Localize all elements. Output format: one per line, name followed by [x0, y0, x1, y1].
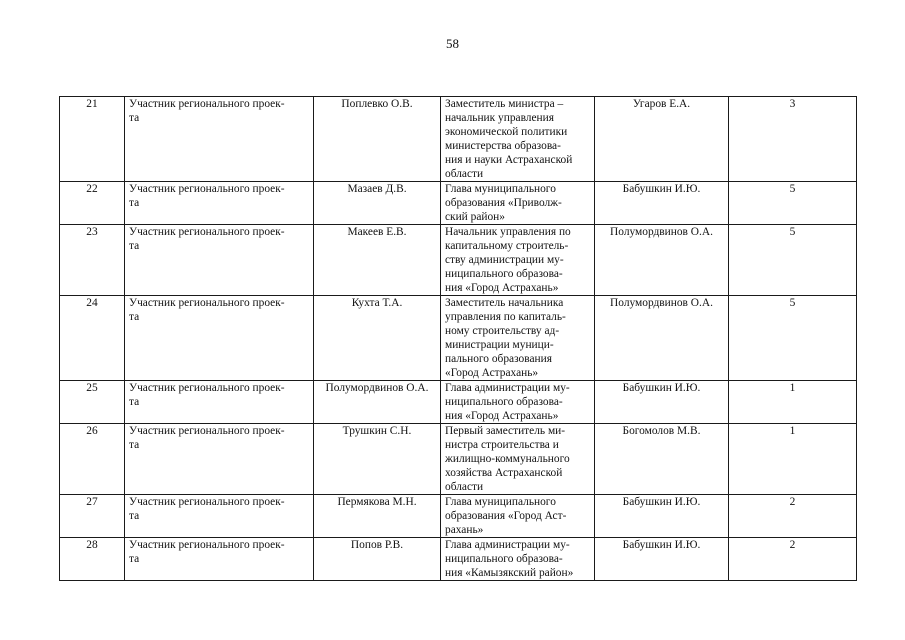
position-cell: Заместитель начальника управления по капиталь- ному строительству ад- министрации муници- пального образования «Город Астрахань»: [441, 296, 595, 381]
position-cell: Глава администрации му- ниципального образова- ния «Город Астрахань»: [441, 381, 595, 424]
position-cell: Начальник управления по капитальному строитель- ству администрации му- ниципального образова- ния «Город Астрахань»: [441, 225, 595, 296]
row-number-cell: 28: [60, 538, 125, 581]
role-cell: Участник регионального проек- та: [125, 97, 314, 182]
value-cell: 3: [729, 97, 857, 182]
value-cell: 1: [729, 381, 857, 424]
supervisor-cell: Полумордвинов О.А.: [595, 296, 729, 381]
row-number-cell: 26: [60, 424, 125, 495]
role-cell: Участник регионального проек- та: [125, 424, 314, 495]
supervisor-cell: Бабушкин И.Ю.: [595, 495, 729, 538]
role-cell: Участник регионального проек- та: [125, 538, 314, 581]
value-cell: 5: [729, 182, 857, 225]
value-cell: 1: [729, 424, 857, 495]
table-row: [60, 225, 857, 296]
position-cell: Заместитель министра – начальник управления экономической политики министерства образова- ния и науки Астраханской области: [441, 97, 595, 182]
person-name-cell: Трушкин С.Н.: [314, 424, 441, 495]
table-row: [60, 424, 857, 495]
position-cell: Глава администрации му- ниципального образова- ния «Камызякский район»: [441, 538, 595, 581]
position-cell: Глава муниципального образования «Город Аст- рахань»: [441, 495, 595, 538]
row-number-cell: 23: [60, 225, 125, 296]
supervisor-cell: Угаров Е.А.: [595, 97, 729, 182]
row-number-cell: 25: [60, 381, 125, 424]
value-cell: 5: [729, 225, 857, 296]
person-name-cell: Мазаев Д.В.: [314, 182, 441, 225]
row-number-cell: 27: [60, 495, 125, 538]
supervisor-cell: Полумордвинов О.А.: [595, 225, 729, 296]
table-row: [60, 381, 857, 424]
table-body: [60, 97, 857, 581]
row-number-cell: 24: [60, 296, 125, 381]
table-row: [60, 296, 857, 381]
value-cell: 5: [729, 296, 857, 381]
person-name-cell: Пермякова М.Н.: [314, 495, 441, 538]
person-name-cell: Полумордвинов О.А.: [314, 381, 441, 424]
person-name-cell: Кухта Т.А.: [314, 296, 441, 381]
person-name-cell: Поплевко О.В.: [314, 97, 441, 182]
supervisor-cell: Бабушкин И.Ю.: [595, 182, 729, 225]
table-row: [60, 538, 857, 581]
value-cell: 2: [729, 538, 857, 581]
table-row: [60, 97, 857, 182]
table-row: [60, 182, 857, 225]
role-cell: Участник регионального проек- та: [125, 225, 314, 296]
row-number-cell: 22: [60, 182, 125, 225]
person-name-cell: Попов Р.В.: [314, 538, 441, 581]
project-participants-table: [59, 96, 857, 581]
role-cell: Участник регионального проек- та: [125, 381, 314, 424]
person-name-cell: Макеев Е.В.: [314, 225, 441, 296]
supervisor-cell: Бабушкин И.Ю.: [595, 538, 729, 581]
row-number-cell: 21: [60, 97, 125, 182]
position-cell: Первый заместитель ми- нистра строительства и жилищно-коммунального хозяйства Астраханской области: [441, 424, 595, 495]
supervisor-cell: Богомолов М.В.: [595, 424, 729, 495]
page-number: 58: [446, 36, 459, 51]
role-cell: Участник регионального проек- та: [125, 495, 314, 538]
role-cell: Участник регионального проек- та: [125, 296, 314, 381]
table-row: [60, 495, 857, 538]
supervisor-cell: Бабушкин И.Ю.: [595, 381, 729, 424]
value-cell: 2: [729, 495, 857, 538]
role-cell: Участник регионального проек- та: [125, 182, 314, 225]
position-cell: Глава муниципального образования «Приволж- ский район»: [441, 182, 595, 225]
